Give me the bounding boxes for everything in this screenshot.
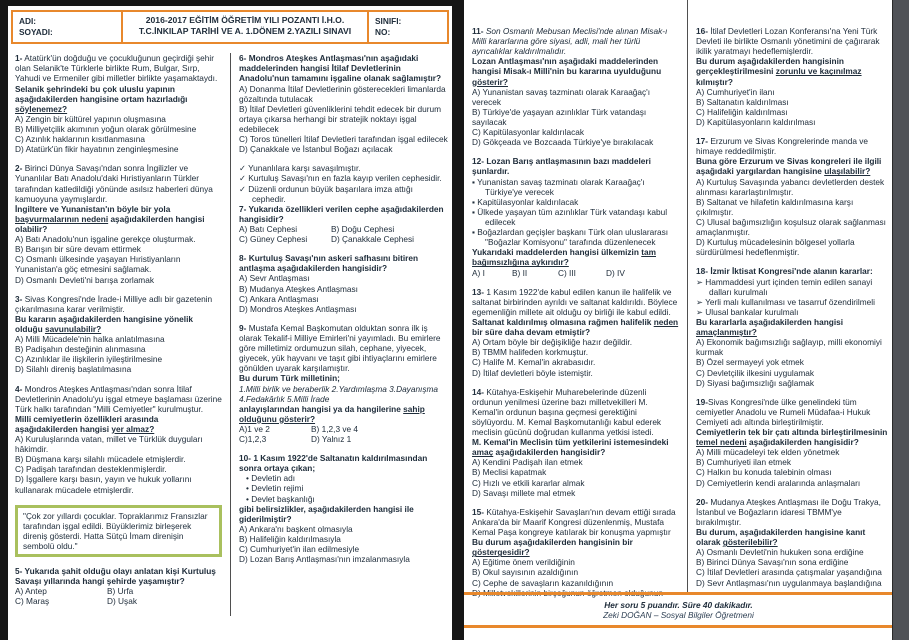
question-stem: 7- Yukarıda özellikleri verilen cephe aşağıdakilerden hangisidir? bbox=[239, 203, 444, 224]
option: C) Azınlıklar ile ilişkilerin iyileştirilmesine bbox=[15, 354, 163, 365]
article-item: ▪ Boğazlardan geçişler başkanı Türk olan uluslararası "Boğazlar Komisyonu" tarafında düzenlenecek bbox=[472, 227, 669, 248]
option: C) Maraş bbox=[15, 596, 50, 607]
question-4 bbox=[15, 384, 222, 495]
option: D) İşgallere karşı basın, yayın ve hukuk yollarını kullanarak mücadele etmişlerdir. bbox=[15, 474, 192, 495]
article-item: ▪ Yunanistan savaş tazminatı olarak Karaağaç'ı Türkiye'ye verecek bbox=[472, 176, 645, 197]
option: C) Azınlık haklarının kısıtlanmasına bbox=[15, 134, 146, 145]
question-5 bbox=[15, 566, 222, 606]
page-1-columns bbox=[8, 51, 452, 615]
question-18 bbox=[696, 266, 888, 387]
option: B) Meclisi kapatmak bbox=[472, 467, 547, 478]
option: B) Barışın bir süre devam ettirmek bbox=[15, 244, 141, 255]
option: B) 1,2,3 ve 4 bbox=[311, 423, 359, 434]
page-1-right-column bbox=[230, 53, 448, 615]
option: A) Yunanistan savaş tazminatı olarak Karaağaç'ı verecek bbox=[472, 86, 651, 107]
option: A) Batı Anadolu'nun işgaline gerekçe oluşturmak. bbox=[15, 234, 196, 245]
option: D) Silahlı direniş başlatılmasına bbox=[15, 364, 132, 375]
option: B) Saltanatın kaldırılması bbox=[696, 96, 789, 107]
option: A) Kendini Padişah ilan etmek bbox=[472, 457, 583, 468]
option: B) Urfa bbox=[107, 586, 134, 597]
options-grid bbox=[472, 268, 679, 278]
question-9 bbox=[239, 323, 448, 444]
question-stem: gibi belirsizlikler, aşağıdakilerden hangisi ile giderilmiştir? bbox=[239, 503, 414, 524]
option: C) Ulusal bağımsızlığın koşulsuz olarak sağlanması amaçlanmıştır. bbox=[696, 216, 886, 238]
option: A)1 ve 2 bbox=[239, 423, 270, 434]
question-stem: Bu kararın aşağıdakilerden hangisine yönelik olduğu savunulabilir? bbox=[15, 313, 193, 334]
option: D) Savaşı millete mal etmek bbox=[472, 487, 576, 498]
question-10 bbox=[239, 453, 448, 564]
option: B) Halifeliğin kaldırılmasıyla bbox=[239, 534, 341, 545]
option: D) Osmanlı Devleti'ni barışa zorlamak bbox=[15, 274, 154, 285]
option: C) Güney Cephesi bbox=[239, 234, 308, 245]
question-lead: 12- Lozan Barış antlaşmasının bazı maddeleri şunlardır. bbox=[472, 156, 651, 177]
option: C) III bbox=[558, 267, 576, 278]
decision-item: ➢ Ulusal bankalar kurulmalı bbox=[696, 306, 799, 317]
question-intro: 2- Birinci Dünya Savaşı'ndan sonra İngilizler ve Yunanlılar Batı Anadolu'daki Hıristiyanların Türkler tarafından katledildiği yönünde asılsız haberleri dünya kamuoyuna yaymışlardır. bbox=[15, 163, 213, 204]
option: A) Ankara'nı başkent olmasıyla bbox=[239, 523, 353, 534]
question-stem: Saltanat kaldırılmış olmasına rağmen halifelik neden bir süre daha devam etmiştir? bbox=[472, 316, 679, 338]
question-stem: M. Kemal'in Meclisin tüm yetkilerini istemesindeki amaç aşağıdakilerden hangisidir? bbox=[472, 437, 669, 458]
question-stem: Bu durum aşağıdakilerden hangisinin bir göstergesidir? bbox=[472, 537, 633, 558]
exam-header-table bbox=[11, 10, 449, 44]
option: B) Okul sayısının azaldığının bbox=[472, 567, 579, 578]
exam-page-1 bbox=[8, 6, 452, 640]
question-lead: 18- İzmir İktisat Kongresi'nde alanın kararlar: bbox=[696, 266, 873, 277]
option: A) Eğitime önem verildiğinin bbox=[472, 557, 575, 568]
question-stem: Lozan Antlaşması'nın aşağıdaki maddelerinden hangisi Misak-ı Milli'nin bu kararına uyulduğunu gösterir? bbox=[472, 56, 662, 87]
question-intro: 16- İtilaf Devletleri Lozan Konferansı'na Yeni Türk Devleti ile birlikte Osmanlı yönetimini de çağırarak ikilik yaratmayı hedeflemişlerdir. bbox=[696, 26, 880, 57]
question-stem: Bu durum aşağıdakilerden hangisinin gerçekleştirilmesini zorunlu ve kaçınılmaz kılmıştır? bbox=[696, 56, 862, 87]
option: A) Ortam böyle bir değişikliğe hazır değildir. bbox=[472, 337, 633, 348]
option: D) Cemiyetlerin kendi aralarında anlaşmaları bbox=[696, 477, 861, 488]
option: C) Ankara Antlaşması bbox=[239, 293, 319, 304]
question-2 bbox=[15, 163, 222, 284]
option: C) Devletçilik ilkesini uygulamak bbox=[696, 367, 815, 378]
option: C) Halife M. Kemal'in akrabasıdır. bbox=[472, 357, 596, 368]
feature-item: ✓ Yunanlılara karşı savaşılmıştır. bbox=[239, 163, 361, 174]
question-intro: 19-Sivas Kongresi'nde ülke genelindeki tüm cemiyetler Anadolu ve Rumeli Müdafaa-i Hukuk Cemiyeti adı altında birleştirilmiştir. bbox=[696, 396, 871, 427]
no-label: NO: bbox=[375, 27, 391, 38]
option: A) Kuruluşlarında vatan, millet ve Türklük duyguları hâkimdir. bbox=[15, 434, 203, 455]
question-8 bbox=[239, 253, 448, 314]
option: B) Mudanya Ateşkes Antlaşması bbox=[239, 283, 358, 294]
numbered-concepts-line: 1.Milli birlik ve beraberlik 2.Yardımlaşma 3.Dayanışma 4.Fedakârlık 5.Milli İrade bbox=[239, 383, 439, 404]
question-intro: 11- Son Osmanlı Mebusan Meclisi'nde alınan Misak-ı Milli kararlarına göre siyasi, adli, mali her türlü ayrıcalıklar kaldırılmalıdır. bbox=[472, 26, 668, 57]
question-stem: Yukarıdaki maddelerden hangisi ülkemizin tam bağımsızlığına aykırıdır? bbox=[472, 247, 656, 268]
bullet-item: • Devlet başkanlığı bbox=[246, 493, 315, 504]
question-intro: 1- Atatürk'ün doğduğu ve çocukluğunun geçirdiği şehir olan Selanik'te Türklerle birlikte Rum, Bulgar, Sırp, Yahudi ve Ermeniler gibi milletler birlikte yaşamaktaydı. bbox=[15, 53, 218, 84]
option: D) Çanakkale ve İstanbul Boğazı açılacak bbox=[239, 144, 393, 155]
question-intro: 17- Erzurum ve Sivas Kongrelerinde manda ve himaye reddedilmiştir. bbox=[696, 136, 869, 157]
footer-scoring-note: Her soru 5 puandır. Süre 40 dakikadır. bbox=[604, 599, 753, 610]
option: A) Sevr Antlaşması bbox=[239, 273, 310, 284]
question-15 bbox=[472, 507, 679, 598]
option: A) Antep bbox=[15, 586, 47, 597]
class-no-cell bbox=[369, 12, 447, 42]
option: A) Kurtuluş Savaşında yabancı devletlerden destek alınması kararlaştırılmıştır. bbox=[696, 176, 885, 197]
option: D) Gökçeada ve Bozcaada Türkiye'ye bırakılacak bbox=[472, 137, 654, 148]
question-stem: 5- Yukarıda şahit olduğu olayı anlatan kişi Kurtuluş Savaşı yıllarında hangi şehirde yaşamıştır? bbox=[15, 566, 216, 587]
option: C) Halkın bu konuda talebinin olması bbox=[696, 467, 832, 478]
question-16 bbox=[696, 26, 888, 127]
question-14 bbox=[472, 387, 679, 498]
quote-box bbox=[15, 505, 222, 557]
option: A) Batı Cephesi bbox=[239, 223, 298, 234]
option: B) Düşmana karşı silahlı mücadele etmişlerdir. bbox=[15, 454, 186, 465]
question-stem: Bu kararlarla aşağıdakilerden hangisi amaçlanmıştır? bbox=[696, 316, 844, 338]
question-intro: 13- 1 Kasım 1922'de kabul edilen kanun ile halifelik ve saltanat birbirinden ayrıldı ve saltanat kaldırıldı. Böylece egemenliğin millete ait olduğu oy birliği ile kabul edildi. bbox=[472, 286, 678, 317]
page-1-left-column bbox=[15, 53, 230, 615]
option: A) Cumhuriyet'in ilanı bbox=[696, 86, 775, 97]
soyadi-label: SOYADI: bbox=[19, 27, 53, 38]
option: D) Kapitülasyonların kaldırılması bbox=[696, 116, 816, 127]
question-stem: İngiltere ve Yunanistan'ın böyle bir yola başvurmalarının nedeni aşağıdakilerden hangisi olabilir? bbox=[15, 203, 205, 234]
option: A) I bbox=[472, 267, 485, 278]
option: C) İtilaf Devletleri arasında çatışmalar yaşandığına bbox=[696, 567, 882, 578]
article-item: ▪ Kapitülasyonlar kaldırılacak bbox=[472, 196, 579, 207]
option: B) İtilaf Devletleri güvenliklerini tehdit edecek bir durum ortaya çıkarsa herhangi bir stratejik noktayı işgal edebilecek bbox=[239, 103, 441, 134]
question-3 bbox=[15, 294, 222, 375]
question-stem: Selanik şehrindeki bu çok uluslu yapının aşağıdakilerden hangisine ortam hazırladığı söylenemez? bbox=[15, 83, 188, 114]
option: B) TBMM halifeden korkmuştur. bbox=[472, 347, 589, 358]
option: C) Osmanlı ülkesinde yaşayan Hıristiyanların Yunanistan'a göç etmesini sağlamak. bbox=[15, 254, 181, 275]
feature-item: ✓ Düzenli ordunun büyük başarılara imza attığı cephedir. bbox=[239, 183, 413, 204]
option: A) Ekonomik bağımsızlığı sağlayıp, milli ekonomiyi kurmak bbox=[696, 337, 882, 358]
options-grid bbox=[15, 586, 222, 606]
option: C) Padişah tarafından desteklenmişlerdir. bbox=[15, 464, 167, 475]
article-item: ▪ Ülkede yaşayan tüm azınlıklar Türk vatandaşı kabul edilecek bbox=[472, 206, 668, 227]
option: A) Milli mücadeleyi tek elden yönetmek bbox=[696, 447, 840, 458]
option: A) Osmanlı Devleti'nin hukuken sona erdiğine bbox=[696, 547, 864, 558]
option: D) IV bbox=[606, 267, 625, 278]
options-grid bbox=[239, 224, 448, 244]
question-20 bbox=[696, 497, 888, 588]
option: D) Çanakkale Cephesi bbox=[331, 234, 415, 245]
footer-teacher-name: Zeki DOĞAN – Sosyal Bilgiler Öğretmeni bbox=[603, 609, 754, 620]
question-stem: Buna göre Erzurum ve Sivas kongreleri ile ilgili aşağıdaki yargılardan hangisine ulaşılabilir? bbox=[696, 156, 882, 177]
question-intro: 20- Mudanya Ateşkes Antlaşması ile Doğu Trakya, İstanbul ve Boğazların idaresi TBMM'ye bırakılmıştır. bbox=[696, 496, 881, 527]
adi-label: ADI: bbox=[19, 16, 37, 26]
quote-text: "Çok zor yıllardı çocuklar. Topraklarımız Fransızlar tarafından işgal edildi. Büyüklerimiz birleşerek direniş gösterdi. Hatta Sütçü İmam direnişin sembolü oldu." bbox=[23, 510, 208, 552]
option: D) Yalnız 1 bbox=[311, 434, 352, 445]
option: B) II bbox=[512, 267, 528, 278]
option: D) Milletvekillerinin birçoğunun öğretmen olduğunun bbox=[472, 587, 663, 598]
option: C) Kapitülasyonlar kaldırılacak bbox=[472, 127, 585, 138]
option: D) Kurtuluş mücadelesinin bölgesel yollarla sürdürülmesi hedeflenmiştir. bbox=[696, 237, 855, 258]
question-stem: Bu durum, aşağıdakilerden hangisine kanıt olarak gösterilebilir? bbox=[696, 527, 866, 548]
question-lead: Bu durum Türk milletinin; bbox=[239, 373, 340, 384]
student-name-cell bbox=[13, 12, 121, 42]
exam-footer bbox=[464, 592, 893, 628]
question-13 bbox=[472, 287, 679, 378]
exam-title-line1: 2016-2017 EĞİTİM ÖĞRETİM YILI POZANTI İ.H.O. bbox=[145, 15, 345, 25]
question-stem: Cemiyetlerin tek bir çatı altında birleştirilmesinin temel nedeni aşağıdakilerden hangisidir? bbox=[696, 427, 888, 448]
page-2-right-column bbox=[687, 0, 888, 592]
exam-title-line2: T.C.İNKILAP TARİHİ VE A. 1.DÖNEM 2.YAZILI SINAVI bbox=[138, 26, 352, 37]
option: B) Saltanat ve hilafetin kaldırılmasına karşı çıkılmıştır. bbox=[696, 196, 854, 217]
option: B) Özel sermayeyi yok etmek bbox=[696, 357, 804, 368]
question-stem: Milli cemiyetlerin özellikleri arasında aşağıdakilerden hangisi yer almaz? bbox=[15, 413, 159, 434]
option: D) İtilaf devletleri böyle istemiştir. bbox=[472, 367, 593, 378]
question-19 bbox=[696, 397, 888, 488]
option: C) Cephe de savaşların kazanıldığının bbox=[472, 577, 614, 588]
option: B) Milliyetçilik akımının yoğun olarak görülmesine bbox=[15, 123, 197, 134]
option: C)1,2,3 bbox=[239, 434, 267, 445]
option: B) Doğu Cephesi bbox=[331, 223, 395, 234]
exam-page-2 bbox=[464, 0, 893, 640]
question-lead: 10- 1 Kasım 1922'de Saltanatın kaldırılmasından sonra ortaya çıkan; bbox=[239, 453, 428, 474]
option: B) Türkiye'de yaşayan azınlıklar Türk vatandaşı sayılacak bbox=[472, 106, 647, 127]
question-7 bbox=[239, 163, 448, 244]
question-1 bbox=[15, 53, 222, 154]
question-intro: 3- Sivas Kongresi'nde İrade-i Milliye adlı bir gazetenin çıkarılmasına karar verilmiştir. bbox=[15, 293, 213, 314]
exam-title-cell bbox=[121, 12, 369, 42]
bullet-item: • Devletin adı bbox=[246, 473, 296, 484]
option: D) Lozan Barış Antlaşması'nın imzalanmasıyla bbox=[239, 554, 410, 565]
question-intro: 9- Mustafa Kemal Başkomutan olduktan sonra ilk iş olarak Tekalif-i Milliye Emirleri'ni yayımladı. Bu emirlere göre milletimiz ordumuzun silah, cephane, yiyecek, giyecek, yük hayvanı ve taşıt gibi ihtiyaçlarını emirlere gönülden uyarak karşılamıştır. bbox=[239, 322, 441, 374]
feature-item: ✓ Kurtuluş Savaşı'nın en fazla kayıp verilen cephesidir. bbox=[239, 173, 442, 184]
page-2-columns bbox=[464, 0, 893, 598]
sinifi-label: SINIFI: bbox=[375, 16, 402, 26]
option: D) Mondros Ateşkes Antlaşması bbox=[239, 303, 357, 314]
decision-item: ➢ Hammaddesi yurt içinden temin edilen sanayi dalları kurulmalı bbox=[696, 276, 873, 297]
question-stem: 8- Kurtuluş Savaşı'nın askeri safhasını bitiren antlaşma aşağıdakilerden hangisidir? bbox=[239, 253, 419, 274]
page-2-left-column bbox=[472, 0, 687, 598]
option: B) Cumhuriyeti ilan etmek bbox=[696, 457, 791, 468]
option: B) Padişahın desteğinin alınmasına bbox=[15, 344, 146, 355]
question-intro: 14- Kütahya-Eskişehir Muharebelerinde düzenli ordunun yenilmesi üzerine bazı milletvekilleri M. Kemal'in ordunun başına geçmesi gerektiğini söylüyordu. M. Kemal Başkomutanlığı kabul ederek meclisin gücünü doğrudan kullanma yetkisi istedi. bbox=[472, 386, 662, 438]
question-17 bbox=[696, 136, 888, 257]
question-intro: 4- Mondros Ateşkes Antlaşması'ndan sonra İtilaf Devletlerinin Anadolu'yu işgal etmeye başlaması üzerine Türk halkı tarafından "Milli Cemiyetler" kurulmuştur. bbox=[15, 383, 222, 414]
decision-item: ➢ Yerli malı kullanılması ve tasarruf özendirilmeli bbox=[696, 296, 875, 307]
option: C) Hızlı ve etkili kararlar almak bbox=[472, 477, 585, 488]
option: D) Sevr Antlaşması'nın uygulanmaya başlandığına bbox=[696, 577, 882, 588]
question-stem: anlayışlarından hangisi ya da hangilerine sahip olduğunu gösterir? bbox=[239, 403, 425, 424]
bullet-item: • Devletin rejimi bbox=[246, 483, 304, 494]
options-grid bbox=[239, 424, 448, 444]
question-stem: 6- Mondros Ateşkes Antlaşması'nın aşağıdaki maddelerinden hangisi İtilaf Devletlerinin Anadolu'nun tamamını işgaline olanak sağlamıştır? bbox=[239, 53, 442, 84]
option: B) Birinci Dünya Savaşı'nın sona erdiğine bbox=[696, 557, 849, 568]
option: D) Atatürk'ün fikir hayatının zenginleşmesine bbox=[15, 144, 179, 155]
option: A) Milli Mücadele'nin halka anlatılmasına bbox=[15, 334, 165, 345]
option: A) Donanma İtilaf Devletlerinin gösterecekleri limanlarda gözaltında tutulacak bbox=[239, 83, 446, 104]
question-12 bbox=[472, 156, 679, 277]
option: C) Halifeliğin kaldırılması bbox=[696, 106, 788, 117]
scan-edge-right bbox=[892, 0, 909, 640]
question-intro: 15- Kütahya-Eskişehir Savaşları'nın devam ettiği sırada Ankara'da bir Maarif Kongresi düzenlenmiş, Mustafa Kemal Paşa kongreye katılarak bir konuşma yapmıştır bbox=[472, 506, 676, 538]
option: D) Uşak bbox=[107, 596, 137, 607]
question-6 bbox=[239, 53, 448, 154]
option: D) Siyasi bağımsızlığı sağlamak bbox=[696, 377, 815, 388]
option: C) Toros tünelleri İtilaf Devletleri tarafından işgal edilecek bbox=[239, 134, 448, 145]
option: A) Zengin bir kültürel yapının oluşmasına bbox=[15, 113, 166, 124]
option: C) Cumhuriyet'in ilan edilmesiyle bbox=[239, 544, 360, 555]
question-11 bbox=[472, 26, 679, 147]
